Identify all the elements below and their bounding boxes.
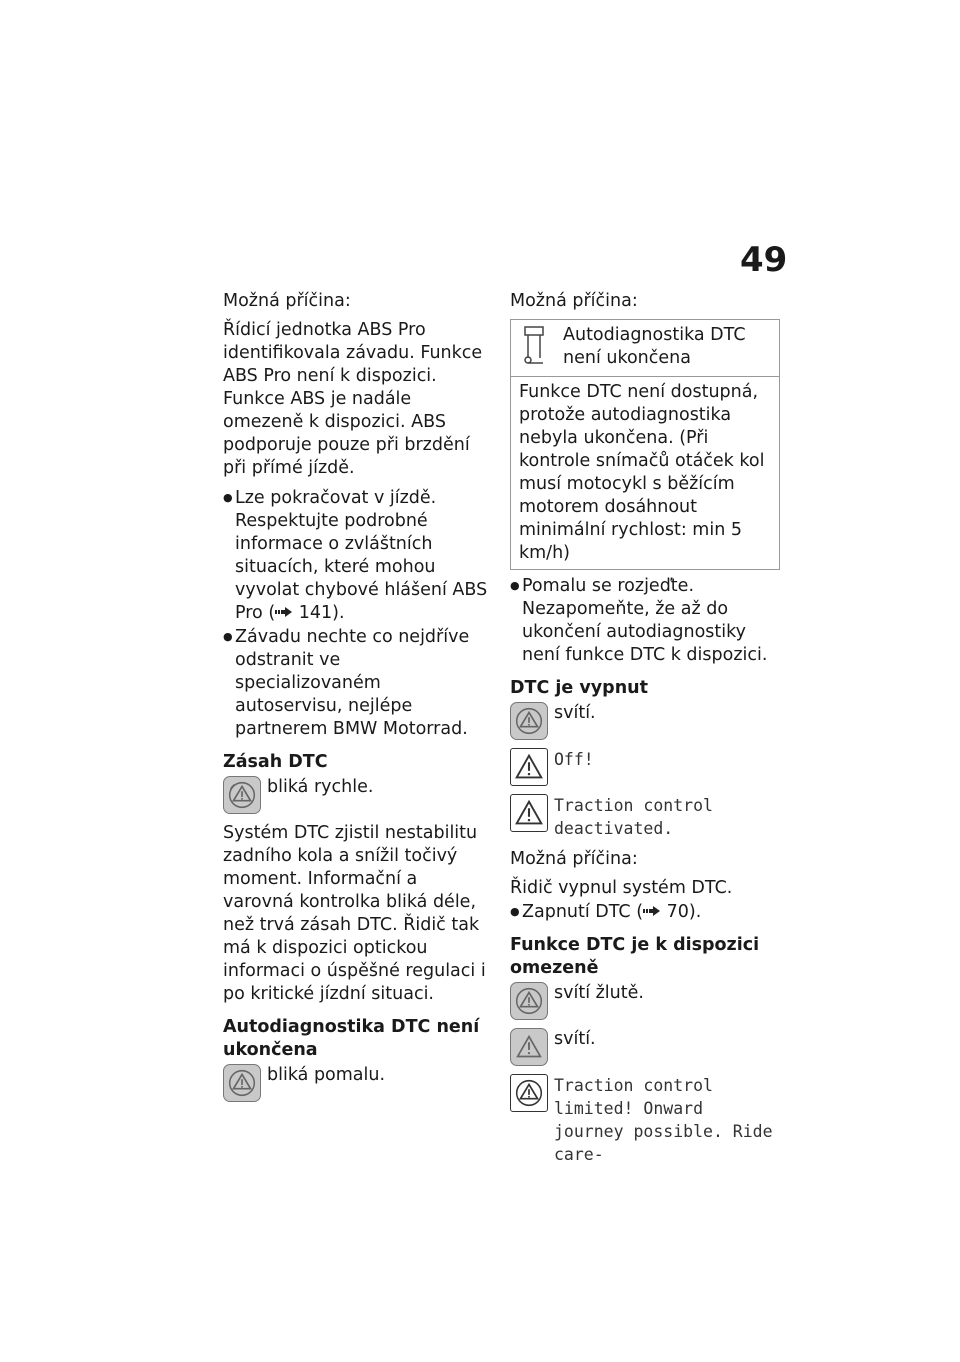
indicator-row: [510, 702, 780, 740]
indicator-row: [223, 776, 491, 814]
indicator-text: svítí.: [554, 703, 596, 723]
info-box-header: [511, 320, 779, 377]
display-message: Off!: [554, 750, 594, 769]
left-column: [223, 290, 491, 1110]
dtc-warning-icon: [510, 982, 548, 1020]
cause-label: Možná příčina:: [510, 849, 638, 869]
section-title: DTC je vypnut: [510, 678, 648, 698]
diagnostic-tool-icon: [519, 324, 549, 368]
page-ref-arrow-icon: [275, 607, 293, 617]
indicator-row: [510, 1028, 780, 1066]
cause-label: Možná příčina:: [223, 291, 351, 311]
display-row: [510, 1074, 780, 1166]
indicator-text: bliká pomalu.: [267, 1065, 386, 1085]
info-box-title: Autodiagnostika DTC není ukončena: [563, 325, 746, 368]
dtc-warning-icon: [223, 776, 261, 814]
section-text: Systém DTC zjistil nestabilitu zadního kola a snížil točivý moment. Informační a varovná kontrolka bliká déle, než trvá zásah DTC. Řidič tak má k dispozici optickou informaci o úspěšné regulaci i po kritické jízdní situaci.: [223, 823, 486, 1004]
warning-triangle-icon: [510, 748, 548, 786]
display-message: Traction control deactivated.: [554, 796, 713, 838]
section-title: Funkce DTC je k dispozici omezeně: [510, 935, 760, 978]
indicator-row: [223, 1064, 491, 1102]
indicator-text: svítí žlutě.: [554, 983, 644, 1003]
display-message: Traction control limited! Onward journey possible. Ride care-: [554, 1076, 773, 1164]
section-title: Autodiagnostika DTC není ukončena: [223, 1017, 480, 1060]
info-box-body: Funkce DTC není dostupná, protože autodiagnostika nebyla ukončena. (Při kontrole snímačů otáček kol musí motocykl s běžícím motorem dosáhnout minimální rychlost: min 5 km/h): [519, 382, 765, 563]
dtc-display-icon: [510, 1074, 548, 1112]
dtc-warning-icon: [223, 1064, 261, 1102]
indicator-text: svítí.: [554, 1029, 596, 1049]
page-ref-arrow-icon: [643, 906, 661, 916]
warning-triangle-icon: [510, 794, 548, 832]
general-warning-icon: [510, 1028, 548, 1066]
indicator-text: bliká rychle.: [267, 777, 374, 797]
list-item: ● Pomalu se rozjeďte. Nezapomeňte, že až do ukončení autodiagnostiky není funkce DTC k dispozici.: [510, 574, 780, 667]
list-item: ● Závadu nechte co nejdříve odstranit ve specializovaném autoservisu, nejlépe partnerem BMW Motorrad.: [223, 625, 491, 741]
section-title: Zásah DTC: [223, 752, 328, 772]
dtc-warning-icon: [510, 702, 548, 740]
display-row: [510, 794, 780, 840]
list-item: ● Zapnutí DTC ( 70).: [510, 900, 780, 924]
cause-text: Řídicí jednotka ABS Pro identifikovala závadu. Funkce ABS Pro není k dispozici. Funkce ABS je nadále omezeně k dispozici. ABS podporuje pouze při brzdění při přímé jízdě.: [223, 320, 483, 478]
right-column: [510, 290, 780, 1174]
indicator-row: [510, 982, 780, 1020]
info-box: [510, 319, 780, 570]
list-item: ● Lze pokračovat v jízdě. Respektujte podrobné informace o zvláštních situacích, které mohou vyvolat chybové hlášení ABS Pro ( 141).: [223, 486, 491, 625]
page-number: 49: [740, 240, 788, 280]
display-row: [510, 748, 780, 786]
cause-text: Řidič vypnul systém DTC.: [510, 878, 733, 898]
cause-label: Možná příčina:: [510, 291, 638, 311]
